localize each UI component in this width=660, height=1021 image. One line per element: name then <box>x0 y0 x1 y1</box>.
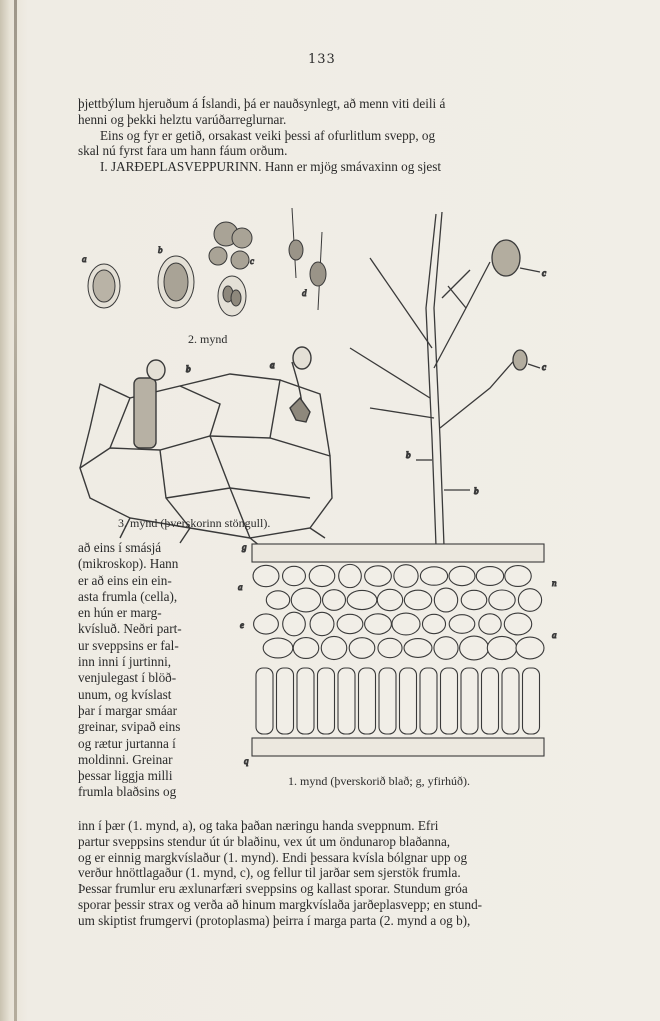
palisade-cell <box>523 668 540 734</box>
caption-fig3: 3. mynd (þverskorinn stöngull). <box>118 516 271 530</box>
text-line: unum, og kvíslast <box>78 686 172 702</box>
label-n: n <box>552 578 557 588</box>
text-line: moldinni. Greinar <box>78 751 173 767</box>
spongy-cell <box>504 613 531 635</box>
spongy-cell <box>266 591 289 609</box>
fig2-spore-a <box>82 254 120 308</box>
page-gutter <box>14 0 17 1021</box>
spongy-cell <box>404 639 432 658</box>
label-g: g <box>242 542 247 552</box>
spongy-cell <box>323 590 346 611</box>
paragraph-bottom <box>78 818 570 929</box>
text-line: Þessar frumlur eru æxlunarfæri sveppsins og kallast sporar. Stundum gróa <box>78 881 468 897</box>
label-d: d <box>302 288 307 298</box>
label-b: b <box>186 364 191 374</box>
spongy-cell <box>479 614 501 634</box>
label-e: e <box>240 620 244 630</box>
palisade-cell <box>256 668 273 734</box>
text-line: ur sveppsins er fal- <box>78 637 179 653</box>
fig1-leaf-section <box>238 542 557 766</box>
text-line: partur sveppsins stendur út úr blaðinu, vex út um öndunarop blaðanna, <box>78 833 451 849</box>
label-c: c <box>542 362 546 372</box>
text-line: venjulegast í blöð- <box>78 670 177 686</box>
spongy-cell <box>505 566 531 587</box>
spongy-cell <box>487 636 516 659</box>
spongy-cell <box>460 636 489 660</box>
text-line: en hún er marg- <box>78 605 162 621</box>
fig2-spore-b <box>158 245 194 308</box>
label-a: a <box>270 360 275 370</box>
label-a: a <box>238 582 243 592</box>
label-b: b <box>474 486 479 496</box>
spongy-cell <box>309 565 335 586</box>
text-line: I. JARÐEPLASVEPPURINN. Hann er mjög smávaxinn og sjest <box>100 159 442 175</box>
text-line: og er einnig margkvíslaður (1. mynd). Endi þessara kvísla bólgnar upp og <box>78 849 468 865</box>
spongy-cell <box>254 614 279 634</box>
text-line: (mikroskop). Hann <box>78 556 179 572</box>
spongy-cell <box>394 565 418 588</box>
fig2-spore-c <box>209 222 254 316</box>
spongy-cell <box>349 638 375 659</box>
palisade-cell <box>297 668 314 734</box>
palisade-cell <box>277 668 294 734</box>
label-a: a <box>552 630 557 640</box>
text-line: verður hnöttlagaður (1. mynd, c), og fellur til jarðar sem sjerstök frumla. <box>78 865 461 881</box>
spongy-cell <box>347 590 377 609</box>
palisade-cell <box>379 668 396 734</box>
spongy-cell <box>422 614 445 633</box>
caption-fig1: 1. mynd (þverskorið blað; g, yfirhúð). <box>288 774 470 788</box>
palisade-cell <box>338 668 355 734</box>
paragraph-top <box>78 96 570 175</box>
text-line: kvísluð. Neðri part- <box>78 621 182 637</box>
spongy-cell <box>337 614 363 633</box>
spongy-cell <box>449 615 475 634</box>
text-line: inn í þær (1. mynd, a), og taka þaðan næringu handa sveppnum. Efri <box>78 818 439 833</box>
fig2-spore-d <box>289 208 326 310</box>
text-line: og rætur jurtanna í <box>78 735 176 751</box>
text-line: þar í margar smáar <box>78 702 177 718</box>
palisade-cell <box>482 668 499 734</box>
spongy-cell <box>434 588 457 612</box>
spongy-cell <box>377 589 402 610</box>
leaf-spongy-cells <box>253 564 544 660</box>
spongy-cell <box>518 589 541 612</box>
palisade-cell <box>359 668 376 734</box>
spongy-cell <box>434 637 458 660</box>
palisade-cell <box>441 668 458 734</box>
fig1-fungus-hyphae <box>350 212 546 546</box>
spongy-cell <box>365 614 392 634</box>
spongy-cell <box>516 637 544 659</box>
spongy-cell <box>253 565 279 586</box>
spongy-cell <box>283 566 306 585</box>
leaf-palisade-cells <box>256 668 540 734</box>
spongy-cell <box>461 590 487 609</box>
label-c: c <box>542 268 546 278</box>
text-line: sporar þessir strax og verða að hinum margkvíslaða jarðeplasvepp; en stund- <box>78 896 483 912</box>
palisade-cell <box>502 668 519 734</box>
page-number: 133 <box>308 52 336 67</box>
text-line: um skiptist frumgervi (protoplasma) þeirra í marga parta (2. mynd a og b), <box>78 912 471 928</box>
text-line: Eins og fyr er getið, orsakast veiki þessi af ofurlitlum svepp, og <box>100 127 436 143</box>
label-q: q <box>244 756 249 766</box>
spongy-cell <box>365 566 392 586</box>
spongy-cell <box>378 638 402 657</box>
spongy-cell <box>404 590 431 610</box>
label-a: a <box>82 254 87 264</box>
text-line: asta frumla (cella), <box>78 588 178 604</box>
spongy-cell <box>476 567 503 586</box>
palisade-cell <box>420 668 437 734</box>
spongy-cell <box>339 564 362 587</box>
text-line: henni og þekki helztu varúðarreglurnar. <box>78 111 287 127</box>
text-line: greinar, svipað eins <box>78 719 181 735</box>
spongy-cell <box>310 612 334 635</box>
spongy-cell <box>263 638 293 658</box>
text-line: inn inni í jurtinni, <box>78 654 172 670</box>
side-text-column <box>78 540 238 801</box>
palisade-cell <box>318 668 335 734</box>
text-line: skal nú fyrst fara um hann fáum orðum. <box>78 143 288 159</box>
spongy-cell <box>321 636 347 659</box>
text-line: frumla blaðsins og <box>78 784 177 800</box>
caption-fig2: 2. mynd <box>188 332 228 346</box>
spongy-cell <box>420 567 447 585</box>
text-line: þjettbýlum hjeruðum á Íslandi, þá er nauðsynlegt, að menn viti deili á <box>78 96 446 111</box>
label-c: c <box>250 256 254 266</box>
spongy-cell <box>449 566 475 585</box>
spongy-cell <box>392 613 420 635</box>
label-b: b <box>406 450 411 460</box>
spongy-cell <box>293 638 319 659</box>
spongy-cell <box>283 612 306 636</box>
palisade-cell <box>461 668 478 734</box>
spongy-cell <box>291 588 321 612</box>
spongy-cell <box>489 590 515 610</box>
text-line: er að eins ein ein- <box>78 572 172 588</box>
label-b: b <box>158 245 163 255</box>
text-line: þessar liggja milli <box>78 768 173 784</box>
text-line: að eins í smásjá <box>78 540 162 555</box>
palisade-cell <box>400 668 417 734</box>
